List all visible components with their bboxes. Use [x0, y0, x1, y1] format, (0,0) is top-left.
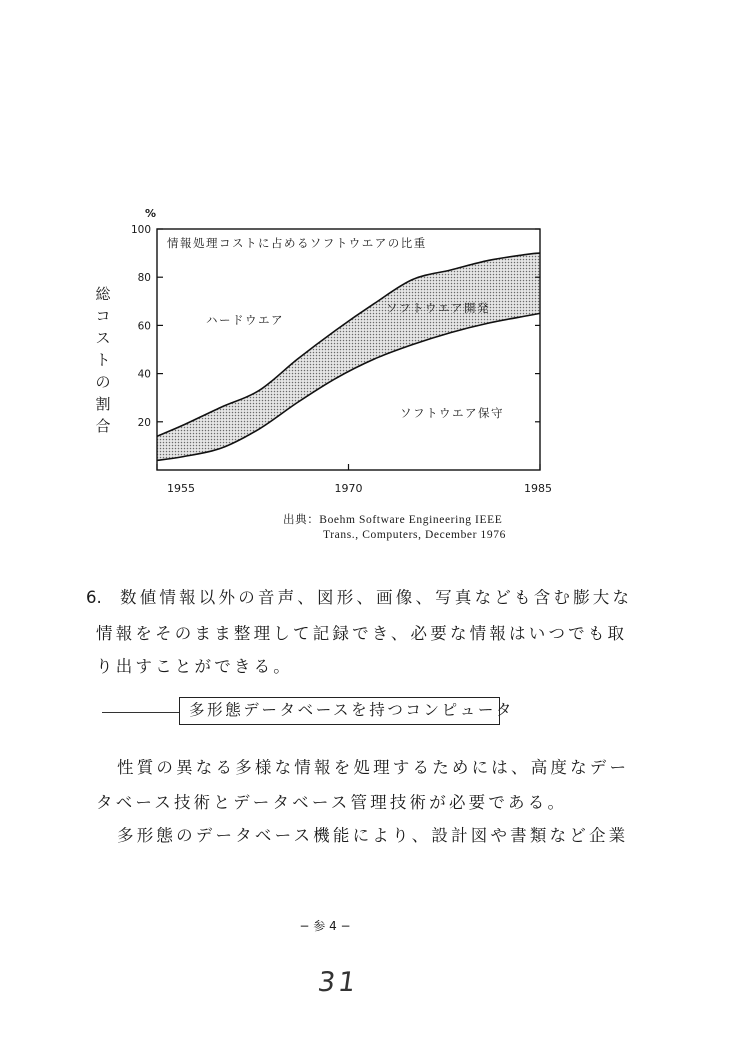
label-hardware: ハードウエア [206, 313, 284, 327]
y-tick-label: 80 [137, 272, 151, 285]
item6-text-line1: 数値情報以外の音声、図形、画像、写真なども含む膨大な [120, 588, 633, 607]
y-tick-label: 20 [137, 416, 151, 429]
y-tick-label: 60 [137, 320, 151, 333]
label-software-maintenance: ソフトウエア保守 [400, 406, 504, 420]
y-unit-label: % [145, 207, 157, 220]
y-axis-label-char: 総 [95, 285, 111, 303]
y-axis-label-char: の [95, 373, 111, 391]
source-citation-line1: 出典：Boehm Software Engineering IEEE [283, 514, 503, 526]
series-area-software-development [157, 253, 540, 460]
section-heading: 多形態データベースを持つコンピュータ [179, 697, 500, 725]
label-software-development: ソフトウエア開発 [386, 301, 490, 315]
paragraph-line2: タベース技術とデータベース管理技術が必要である。 [96, 793, 568, 812]
y-tick-label: 100 [130, 224, 151, 236]
heading-rule [102, 712, 180, 713]
page-number: − 参 4 − [299, 919, 351, 933]
chart-title: 情報処理コストに占めるソフトウエアの比重 [167, 236, 427, 250]
item6-line1 [86, 584, 632, 608]
x-tick-label: 1985 [524, 482, 552, 495]
y-axis-label-char: 割 [95, 395, 111, 413]
software-cost-chart [0, 0, 750, 520]
handwritten-page-number: 31 [315, 967, 361, 998]
y-axis-label-char: コ [95, 307, 111, 325]
source-citation-line2: Trans., Computers, December 1976 [323, 529, 506, 541]
x-tick-label: 1970 [334, 482, 363, 495]
y-axis-label-char: ト [95, 351, 111, 369]
item6-line3: り出すことができる。 [96, 657, 293, 676]
paragraph-line1: 性質の異なる多様な情報を処理するためには、高度なデー [117, 758, 630, 777]
item6-line2: 情報をそのまま整理して記録でき、必要な情報はいつでも取 [96, 624, 628, 643]
x-tick-label: 1955 [167, 482, 195, 495]
y-tick-label: 40 [137, 368, 151, 381]
paragraph-line3: 多形態のデータベース機能により、設計図や書類など企業 [117, 826, 629, 845]
y-axis-label-char: ス [95, 329, 111, 347]
y-axis-label-char: 合 [95, 417, 111, 435]
item6-number: 6. [86, 588, 102, 607]
